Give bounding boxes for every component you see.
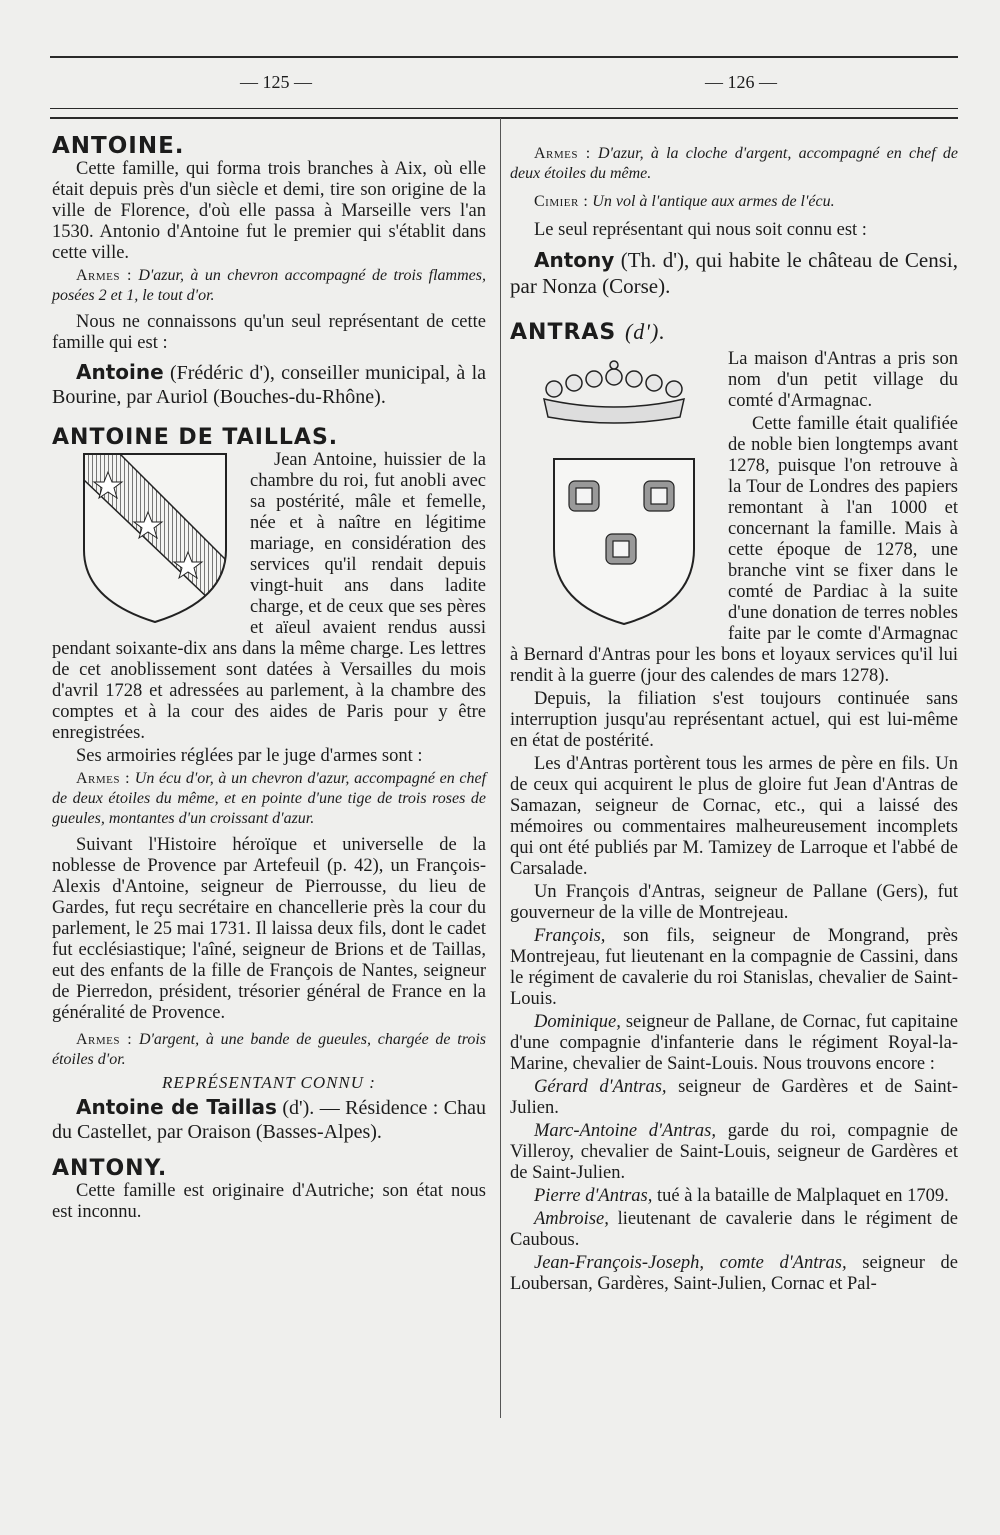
top-rule [50,56,958,58]
person-name: Dominique, [534,1012,621,1032]
antras-paragraph-11 [510,1209,958,1251]
antras-title-suffix: (d'). [624,319,666,344]
antras-paragraph-2: Cette famille était qualifiée de noble bien longtemps avant 1278, puisque l'on retrouve à la Tour de Londres des papiers remontant à l'an 1000 et concernant la famille. Mais à cette époque de 1278, une branche vint se fixer dans le comté de Pardiac à la suite d'une donation de terres nobles faite par le comte d'Armagnac à Bernard d'Antras pour les bons et loyaux services qu'il lui rendit à la guerre (jour des calendes de mars 1278). [510,414,958,686]
antras-paragraph-5: Un François d'Antras, seigneur de Pallane (Gers), fut gouverneur de la ville de Montrejeau. [510,882,958,923]
antony-representative [510,247,958,299]
column-divider [500,118,501,1418]
antras-paragraph-9 [510,1121,958,1184]
antoine-paragraph-2: Nous ne connaissons qu'un seul représentant de cette famille qui est : [52,312,486,353]
right-page-number: — 126 — [705,72,777,92]
arms-label: Armes : [534,145,591,162]
cimier-text: Un vol à l'antique aux armes de l'écu. [592,193,835,210]
person-details: seigneur de Loubersan, Gardères, Saint-Julien, Cornac et Pal- [510,1253,959,1294]
entry-title-antras [510,321,958,343]
person-name: François, [534,926,606,946]
taillas-representative-heading: REPRÉSENTANT CONNU : [162,1073,376,1092]
antony-paragraph-1: Cette famille est originaire d'Autriche; son état nous est inconnu. [52,1181,486,1222]
arms-label: Armes : [76,267,132,284]
antras-paragraph-8 [510,1077,958,1119]
antras-paragraph-7 [510,1012,958,1075]
arms-text: D'azur, à un chevron accompagné de trois flammes, posées 2 et 1, le tout d'or. [52,267,486,304]
header-rule-2 [50,117,958,119]
representative-name: Antoine [76,360,164,384]
antras-paragraph-3: Depuis, la filiation s'est toujours continuée sans interruption jusqu'au représentant actuel, qui est lui-même en état de postérité. [510,689,958,751]
entry-title-antoine-de-taillas: ANTOINE DE TAILLAS. [52,425,339,450]
antras-paragraph-1: La maison d'Antras a pris son nom d'un petit village du comté d'Armagnac. [728,349,958,411]
entry-title-antony: ANTONY. [52,1156,168,1181]
antras-block [510,345,958,687]
left-column [52,133,487,1225]
representative-details: (Th. d'), qui habite le château de Censi, par Nonza (Corse). [510,248,959,298]
person-details: seigneur de Pallane, de Cornac, fut capitaine d'une compagnie d'infanterie dans le régiment Royal-la-Marine, chevalier de Saint-Louis. Nous trouvons encore : [510,1012,958,1074]
person-name: Marc-Antoine d'Antras, [534,1121,716,1141]
person-name: Jean-François-Joseph, comte d'Antras, [534,1253,847,1273]
person-details: lieutenant de cavalerie dans le régiment de Caubous. [510,1209,958,1250]
taillas-paragraph-3: Suivant l'Histoire héroïque et universelle de la noblesse de Provence par Artefeuil (p. 42), un François-Alexis d'Antoine, seigneur de Pierrousse, du lieu de Gardes, fut reçu secrétaire en chancellerie près la cour du parlement, le 25 mai 1731. Il laissa deux fils, dont le cadet fut ecclésiastique; l'aîné, seigneur de Brions et de Taillas, eut des enfants de la fille de François de Nantes, seigneur de Pierredon, président, trésorier général de France en la généralité de Provence. [52,835,486,1023]
taillas-arms-2 [52,1030,486,1070]
person-name: Gérard d'Antras, [534,1077,667,1097]
taillas-arms-1 [52,769,486,829]
right-column [510,144,958,1297]
taillas-paragraph-1: Jean Antoine, huissier de la chambre du roi, fut anobli avec sa postérité, mâle et femelle, née et à naître en légitime mariage, en considération des services qu'il rendait depuis vingt-huit ans dans ladite charge, et de ceux que ses pères et aïeul avaient rendus aussi pendant soixante-dix ans dans la même charge. Les lettres de cet anoblissement sont datées à Versailles du mois d'avril 1728 et adressées au parlement, à la chambre des comptes et à la cour des aides de Paris pour y être enregistrées. [52,450,486,743]
header-rule [50,108,958,109]
taillas-representative [52,1095,486,1144]
antony-cimier [510,192,958,212]
antras-title: ANTRAS [510,320,617,345]
arms-label: Armes : [76,1031,133,1048]
person-details: seigneur de Gardères et de Saint-Julien. [510,1077,958,1118]
antras-paragraph-4: Les d'Antras portèrent tous les armes de père en fils. Un de ceux qui acquirent le plus de gloire fut Jean d'Antras de Samazan, seigneur de Cornac, etc., qui a laissé des mémoires ou commentaires malheureusement incomplets qui ont été publiés par M. Tamizey de Larroque et l'abbé de Carsalade. [510,754,958,879]
arms-text: Un écu d'or, à un chevron d'azur, accompagné en chef de deux étoiles du même, et en pointe d'une tige de trois roses de gueules, montantes d'un croissant d'azur. [52,770,487,827]
cimier-label: Cimier : [534,193,589,210]
representative-name: Antony [534,248,615,272]
taillas-block [52,450,486,744]
entry-title-antoine: ANTOINE. [52,133,185,159]
person-details: garde du roi, compagnie de Villeroy, chevalier de Saint-Louis, seigneur de Gardères et de Saint-Julien. [510,1121,958,1183]
taillas-paragraph-2: Ses armoiries réglées par le juge d'armes sont : [76,746,423,766]
coronet-icon [544,361,684,423]
antony-arms [510,144,958,184]
antras-paragraph-10 [510,1186,958,1207]
arms-text: D'azur, à la cloche d'argent, accompagné en chef de deux étoiles du même. [510,145,959,182]
person-details: tué à la bataille de Malplaquet en 1709. [657,1186,949,1206]
antras-coat-of-arms-image [514,349,714,629]
arms-label: Armes : [76,770,131,787]
antras-paragraph-6 [510,926,958,1010]
antoine-representative [52,360,486,409]
person-name: Pierre d'Antras, [534,1186,653,1206]
antras-paragraph-12 [510,1253,958,1295]
antoine-arms [52,266,486,306]
shield-taillas-image [80,450,230,625]
arms-text: D'argent, à une bande de gueules, chargée de trois étoiles d'or. [52,1031,487,1068]
representative-details: (Frédéric d'), conseiller municipal, à la Bourine, par Auriol (Bouches-du-Rhône). [52,362,487,408]
antoine-paragraph-1: Cette famille, qui forma trois branches à Aix, où elle était depuis près d'un siècle et demi, tire son origine de la ville de Florence, d'où elle passa à Marseille vers l'an 1530. Antonio d'Antoine fut le premier qui s'établit dans cette ville. [52,159,486,263]
person-name: Ambroise, [534,1209,609,1229]
person-details: son fils, seigneur de Mongrand, près Montrejeau, fut lieutenant en la compagnie de Cassini, dans le régiment de cavalerie du roi Stanislas, chevalier de Saint-Louis. [510,926,958,1009]
left-page-number: — 125 — [240,72,312,92]
representative-details: (d'). — Résidence : Chau du Castellet, par Oraison (Basses-Alpes). [52,1097,487,1143]
antony-paragraph-1: Le seul représentant qui nous soit connu est : [534,220,867,240]
representative-name: Antoine de Taillas [76,1095,277,1119]
